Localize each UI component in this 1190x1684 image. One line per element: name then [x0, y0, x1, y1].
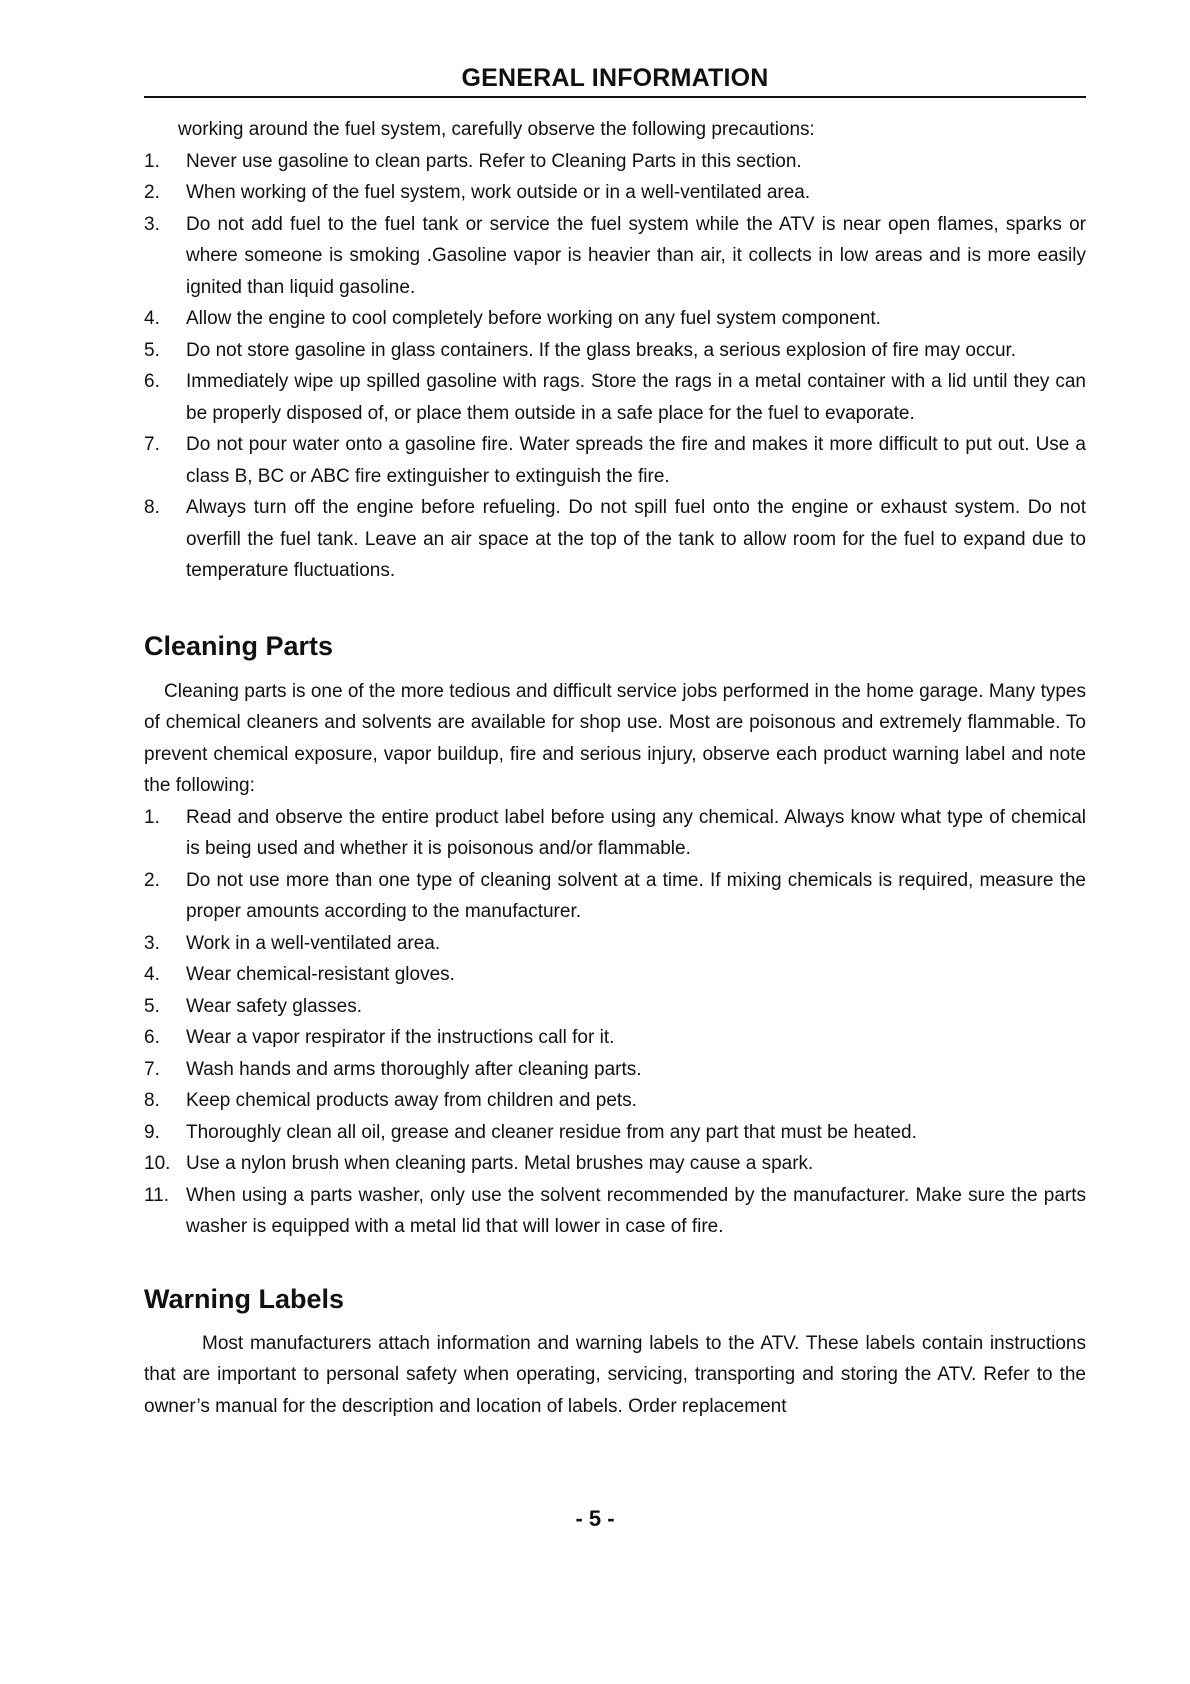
list-item-number: 6.	[144, 1027, 160, 1048]
list-item-number: 3.	[144, 932, 160, 954]
list-item-text: When working of the fuel system, work outside or in a well-ventilated area.	[186, 182, 811, 203]
list-item-number: 2.	[144, 869, 160, 891]
list-item-number: 7.	[144, 1058, 160, 1080]
list-item-text: Wear safety glasses.	[186, 995, 363, 1017]
list-item-number: 5.	[144, 995, 160, 1017]
list-item	[144, 1148, 1086, 1180]
list-item	[144, 177, 1086, 209]
list-item-text: Always turn off the engine before refueling. Do not spill fuel onto the engine or exhaust system. Do not overfill the fuel tank. Leave an air space at the top of the tank to allow room for the fuel to expand due to temperature fluctuations.	[186, 497, 1086, 581]
list-item-number: 9.	[144, 1121, 160, 1143]
fuel-precautions-list	[144, 146, 1086, 587]
list-item	[144, 429, 1086, 492]
list-item-text: Wear chemical-resistant gloves.	[186, 964, 455, 985]
list-item-number: 1.	[144, 150, 160, 172]
list-item	[144, 959, 1086, 991]
list-item-number: 6.	[144, 371, 160, 392]
list-item-text: Do not store gasoline in glass containers. If the glass breaks, a serious explosion of fire may occur.	[186, 339, 1017, 361]
list-item-text: Do not use more than one type of cleaning solvent at a time. If mixing chemicals is required, measure the proper amounts according to the manufacturer.	[186, 869, 1086, 922]
list-item	[144, 865, 1086, 928]
list-item-number: 8.	[144, 1090, 160, 1111]
list-item-number: 5.	[144, 339, 160, 361]
cleaning-parts-heading: Cleaning Parts	[144, 630, 334, 661]
list-item	[144, 209, 1086, 304]
list-item-number: 3.	[144, 213, 160, 235]
list-item	[144, 335, 1086, 367]
list-item-number: 2.	[144, 182, 160, 203]
list-item-text: Use a nylon brush when cleaning parts. Metal brushes may cause a spark.	[186, 1153, 814, 1174]
list-item	[144, 303, 1086, 335]
list-item	[144, 1022, 1086, 1054]
list-item	[144, 366, 1086, 429]
list-item-text: When using a parts washer, only use the solvent recommended by the manufacturer. Make sure the parts washer is equipped with a metal lid that will lower in case of fire.	[186, 1184, 1086, 1237]
warning-labels-intro: Most manufacturers attach information and warning labels to the ATV. These labels contain instructions that are important to personal safety when operating, servicing, transporting and storing the ATV. Refer to the owner’s manual for the description and location of labels. Order replacement	[144, 1332, 1086, 1417]
list-item-number: 8.	[144, 497, 160, 518]
list-item-number: 11.	[144, 1184, 170, 1206]
page-content	[144, 114, 1086, 1422]
list-item-text: Do not pour water onto a gasoline fire. Water spreads the fire and makes it more difficult to put out. Use a class B, BC or ABC fire extinguisher to extinguish the fire.	[186, 434, 1086, 487]
cleaning-parts-intro: Cleaning parts is one of the more tedious and difficult service jobs performed in the home garage. Many types of chemical cleaners and solvents are available for shop use. Most are poisonous and extremely flammable. To prevent chemical exposure, vapor buildup, fire and serious injury, observe each product warning label and note the following:	[144, 680, 1086, 796]
list-item	[144, 1054, 1086, 1086]
list-item	[144, 1085, 1086, 1117]
list-item	[144, 802, 1086, 865]
list-item	[144, 1117, 1086, 1149]
list-item-text: Thoroughly clean all oil, grease and cleaner residue from any part that must be heated.	[186, 1121, 917, 1143]
list-item-text: Keep chemical products away from children and pets.	[186, 1090, 637, 1111]
list-item-text: Read and observe the entire product label before using any chemical. Always know what type of chemical is being used and whether it is poisonous and/or flammable.	[186, 806, 1086, 859]
list-item-text: Work in a well-ventilated area.	[186, 932, 441, 954]
list-item	[144, 492, 1086, 587]
header-title: GENERAL INFORMATION	[461, 64, 769, 92]
list-item-text: Wash hands and arms thoroughly after cleaning parts.	[186, 1058, 642, 1080]
list-item-number: 10.	[144, 1153, 171, 1174]
list-item-number: 1.	[144, 806, 160, 828]
warning-labels-heading: Warning Labels	[144, 1283, 345, 1314]
list-item	[144, 928, 1086, 960]
list-item-number: 4.	[144, 308, 160, 329]
list-item	[144, 991, 1086, 1023]
list-item-text: Immediately wipe up spilled gasoline with rags. Store the rags in a metal container with a lid until they can be properly disposed of, or place them outside in a safe place for the fuel to evaporate.	[186, 371, 1086, 424]
cleaning-parts-list	[144, 802, 1086, 1243]
list-item-text: Do not add fuel to the fuel tank or service the fuel system while the ATV is near open flames, sparks or where someone is smoking .Gasoline vapor is heavier than air, it collects in low areas and is more easily ignited than liquid gasoline.	[186, 213, 1086, 298]
list-item-number: 7.	[144, 434, 160, 455]
page-number: - 5 -	[575, 1506, 615, 1531]
list-item	[144, 146, 1086, 178]
fuel-precautions-lead: working around the fuel system, carefully observe the following precautions:	[178, 119, 815, 140]
list-item-text: Allow the engine to cool completely before working on any fuel system component.	[186, 308, 881, 329]
page-header	[144, 62, 1086, 98]
list-item-number: 4.	[144, 964, 160, 985]
list-item	[144, 1180, 1086, 1243]
list-item-text: Never use gasoline to clean parts. Refer to Cleaning Parts in this section.	[186, 150, 802, 172]
list-item-text: Wear a vapor respirator if the instructions call for it.	[186, 1027, 615, 1048]
